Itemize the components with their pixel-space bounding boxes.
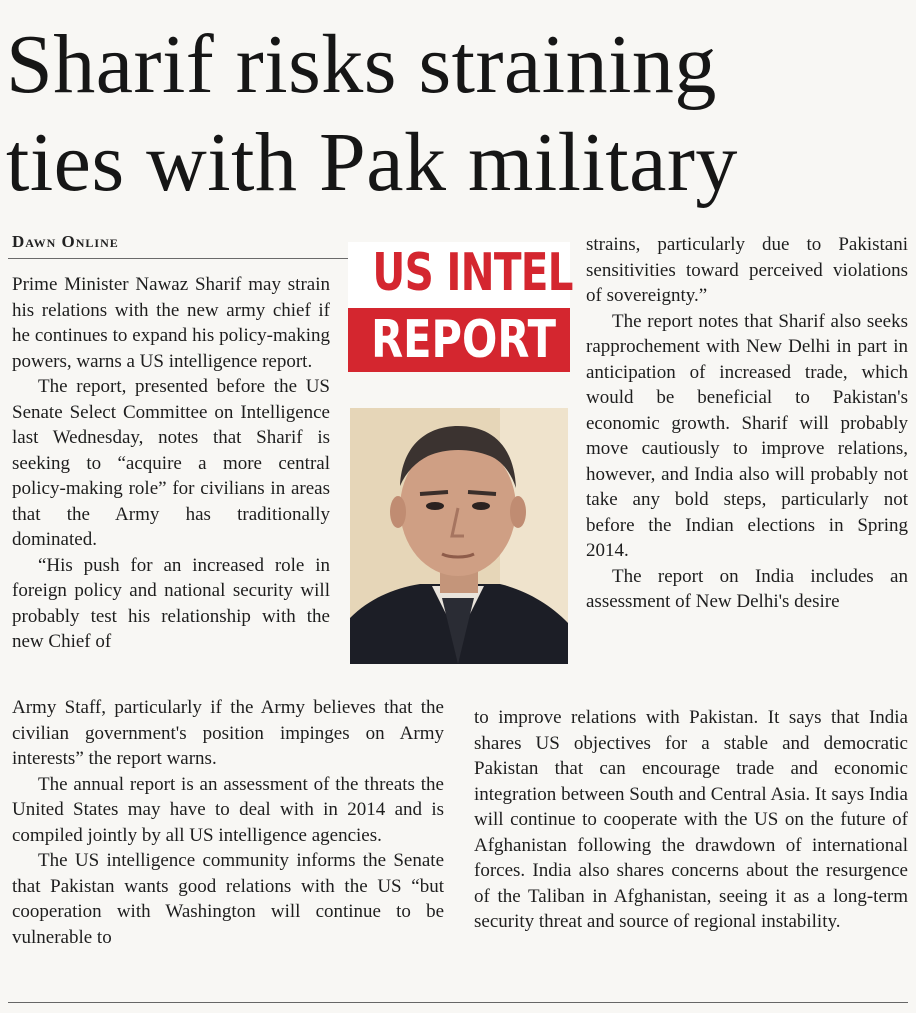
byline-divider (8, 258, 360, 259)
us-intel-report-callout (348, 242, 573, 372)
paragraph: The US intelligence community informs the Senate that Pakistan wants good relations with the US “but cooperation with Washington will continue to be vulnerable to (12, 850, 444, 948)
article-column-right-top (586, 232, 908, 615)
article-column-right-bottom (474, 705, 908, 935)
paragraph: The report notes that Sharif also seeks rapprochement with New Delhi in part in anticipation of increased trade, which would be beneficial to Pakistan's economic growth. Sharif will probably move cautiously to improve relations, however, and India also will probably not take any bold steps, particularly not before the Indian elections in Spring 2014. (586, 310, 908, 561)
paragraph: Prime Minister Nawaz Sharif may strain his relations with the new army chief if he continues to expand his policy-making powers, warns a US intelligence report. (12, 274, 330, 372)
bottom-divider (8, 1002, 908, 1003)
paragraph: “His push for an increased role in foreign policy and national security will probably test his relationship with the new Chief of (12, 554, 330, 652)
paragraph: The annual report is an assessment of the threats the United States may have to deal with in 2014 and is compiled jointly by all US intelligence agencies. (12, 773, 444, 846)
article-column-left-top (12, 272, 330, 655)
headline-line-1: Sharif risks straining (6, 18, 717, 111)
portrait-photo (350, 408, 568, 664)
callout-line-1: US INTEL (372, 243, 573, 303)
paragraph: Army Staff, particularly if the Army believes that the civilian government's position impinges on Army interests” the report warns. (12, 697, 444, 769)
paragraph: strains, particularly due to Pakistani sensitivities toward perceived violations of sovereignty.” (586, 234, 908, 306)
callout-line-2: REPORT (371, 310, 556, 370)
portrait-photo-icon (350, 408, 568, 664)
article-column-left-bottom (12, 695, 444, 950)
headline-line-2: ties with Pak military (6, 116, 738, 209)
headline (6, 16, 906, 212)
paragraph: The report on India includes an assessment of New Delhi's desire (586, 565, 908, 612)
paragraph: to improve relations with Pakistan. It says that India shares US objectives for a stable and democratic Pakistan that can encourage trade and economic integration between South and Central Asia. It says India will continue to cooperate with the US on the future of Afghanistan following the drawdown of international forces. India also shares concerns about the resurgence of the Taliban in Afghanistan, seeing it as a long-term security threat and source of regional instability. (474, 707, 908, 932)
callout-line-2-banner (348, 308, 570, 372)
byline: Dawn Online (12, 232, 119, 251)
paragraph: The report, presented before the US Senate Select Committee on Intelligence last Wednesday, notes that Sharif is seeking to “acquire a more central policy-making role” for civilians in areas that the Army has traditionally dominated. (12, 376, 330, 550)
